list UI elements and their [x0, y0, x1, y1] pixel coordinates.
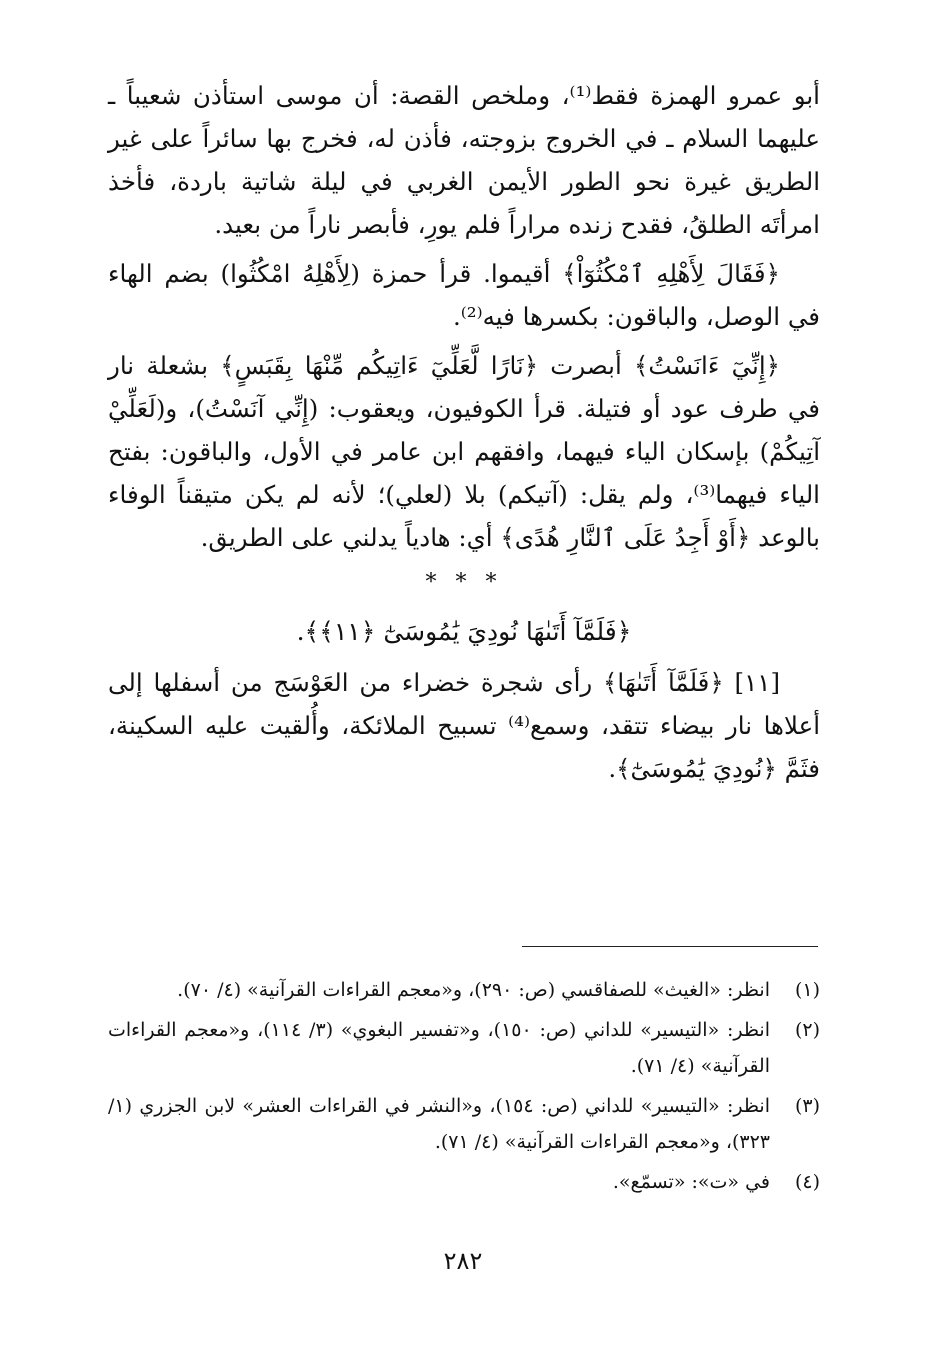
page-number: ٢٨٢: [443, 1247, 483, 1275]
section-separator: * * *: [425, 570, 503, 595]
footnote: [108, 1088, 820, 1160]
paragraph-1: أبو عمرو الهمزة فقط⁽¹⁾، وملخص القصة: أن موسى استأذن شعيباً ـ عليهما السلام ـ في الخروج بزوجته، فأذن له، فخرج بها سائراً على غير الطريق غيرة نحو الطور الأيمن الغربي في ليلة شاتية باردة، فأخذ امرأتَه الطلقُ، فقدح زنده مراراً فلم يورِ، فأبصر ناراً من بعيد.: [108, 81, 820, 239]
footnote-number: (٤): [794, 1171, 820, 1193]
footnote: [108, 972, 820, 1008]
footnote-divider: [522, 946, 818, 947]
footnote-text: في «ت»: «تسمّع».: [612, 1171, 770, 1193]
footnote-number: (٣): [794, 1095, 820, 1117]
footnotes: [108, 972, 820, 1204]
footnote-text: انظر: «التيسير» للداني (ص: ١٥٠)، و«تفسير البغوي» (٣/ ١١٤)، و«معجم القراءات القرآنية» (٤/ ٧١).: [108, 1019, 770, 1077]
main-text: [108, 74, 820, 790]
footnote-number: (١): [794, 979, 820, 1001]
quran-verse-heading: ﴿فَلَمَّآ أَتَىٰهَا نُودِيَ يَٰمُوسَىٰٓ ﴿١١﴾﴾.: [296, 617, 632, 646]
footnote-text: انظر: «التيسير» للداني (ص: ١٥٤)، و«النشر في القراءات العشر» لابن الجزري (١/ ٣٢٣)، و«معجم القراءات القرآنية» (٤/ ٧١).: [108, 1095, 770, 1153]
paragraph-2: ﴿فَقَالَ لِأَهْلِهِ ٱمْكُثُوٓاْ﴾ أقيموا. قرأ حمزة (لِأَهْلِهُ امْكُثُوا) بضم الهاء في الوصل، والباقون: بكسرها فيه⁽²⁾.: [108, 259, 820, 331]
paragraph-3: ﴿إِنِّيٓ ءَانَسْتُ﴾ أبصرت ﴿نَارًا لَّعَلِّيٓ ءَاتِيكُم مِّنْهَا بِقَبَسٍ﴾ بشعلة نار في طرف عود أو فتيلة. قرأ الكوفيون، ويعقوب: (إِنِّي آنَسْتُ)، و(لَعَلِّيْ آتِيكُمْ) بإسكان الياء فيهما، وافقهم ابن عامر في الأول، والباقون: بفتح الياء فيهما⁽³⁾، ولم يقل: (آتيكم) بلا (لعلي)؛ لأنه لم يكن متيقناً الوفاء بالوعد ﴿أَوْ أَجِدُ عَلَى ٱلنَّارِ هُدًى﴾ أي: هادياً يدلني على الطريق.: [108, 351, 820, 552]
footnote-text: انظر: «الغيث» للصفاقسي (ص: ٢٩٠)، و«معجم القراءات القرآنية» (٤/ ٧٠).: [177, 979, 770, 1001]
paragraph-4: [١١] ﴿فَلَمَّآ أَتَىٰهَا﴾ رأى شجرة خضراء من العَوْسَج من أسفلها إلى أعلاها نار بيضاء تتقد، وسمع⁽⁴⁾ تسبيح الملائكة، وأُلقيت عليه السكينة، فثَمَّ ﴿نُودِيَ يَٰمُوسَىٰٓ﴾.: [108, 668, 821, 783]
footnote: [108, 1012, 820, 1084]
footnote-number: (٢): [794, 1019, 820, 1041]
footnote: [108, 1164, 820, 1200]
